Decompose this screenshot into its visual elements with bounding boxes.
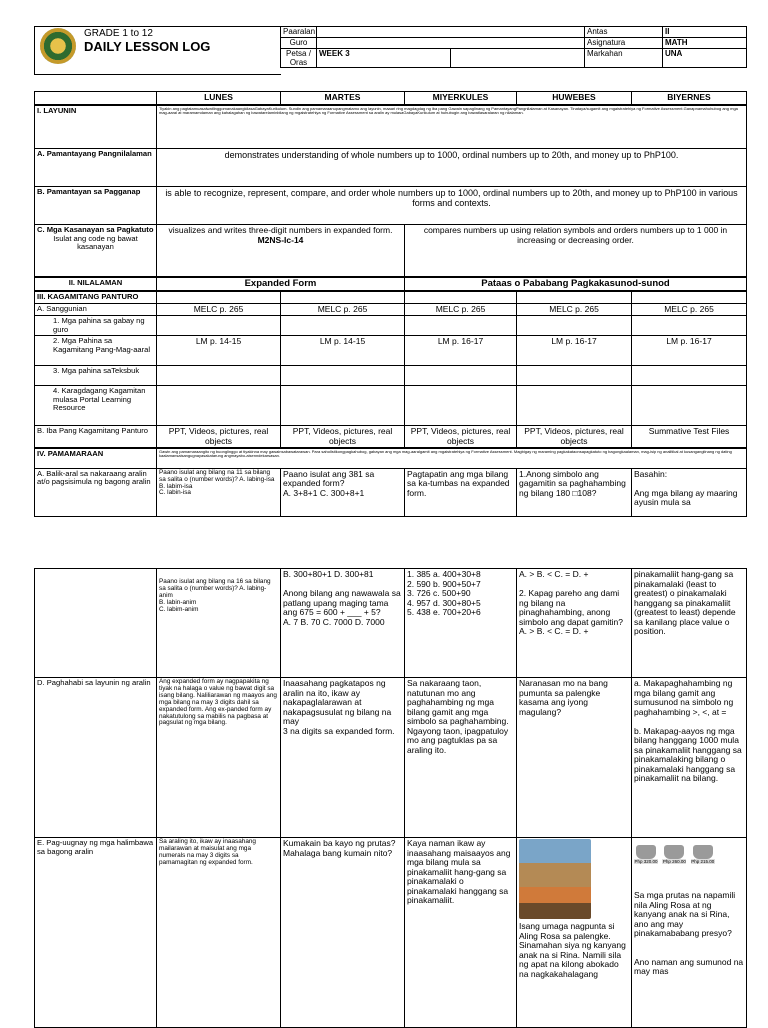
value-asignatura: MATH (663, 38, 747, 49)
pamamaraan-text: Gawin ang pamamaraangito ng buonglinggo at tiyakinna may gawainsabawatarawan. Para sahollstikongpagkahubog, gabayan ang mga mag-aaralgamit ang mgaistratehiya ng Formative Assessment. Magbigay ng maraming pagkakataonsapagkatuto ng bagongkaalaman, mag-isip ng analitikal at kusanganglinang ng dating kaalamansaisangugnayasakatarung angmayabo-aisenndekarsasan. (157, 448, 747, 468)
day-martes: MARTES (281, 92, 405, 105)
day-biyernes: BIYERNES (632, 92, 747, 105)
paghahabi-cell: Ang expanded form ay nagpapakita ng tiyak na halaga o value ng bawat digit sa isang bilang. Naliliarawan ng maayos ang mga bilang na may 3 digits dahil sa expanded form. Ang ex-panded form ay nakatutulong sa mabilis na pagbasa at pagsulat ng mga bilang. (157, 678, 281, 838)
paghahabi-cell: Sa nakaraang taon, natutunan mo ang paghahambing ng mga bilang gamit ang mga simbolo sa paghahambing. Ngayong taon, ipagpatuloy mo ang pagtuklas pa sa araling ito. (405, 678, 517, 838)
melc-cell: MELC p. 265 (157, 303, 281, 316)
price-tag: Php 215.00 (691, 859, 715, 864)
teksbuk-label: 3. Mga pahina saTeksbuk (35, 366, 157, 386)
iba-cell: Summative Test Files (632, 426, 747, 449)
fruit-basket-icon (662, 845, 686, 867)
day-huwebes: HUWEBES (517, 92, 632, 105)
pamantayan-pagganap-label: B. Pamantayan sa Pagganap (35, 187, 157, 225)
fruit-basket-icon (634, 845, 658, 867)
iba-pang-kagamitan-label: B. Iba Pang Kagamitang Panturo (35, 426, 157, 449)
fruit-basket-icon (691, 845, 715, 867)
pamantayang-pangnilalaman-text: demonstrates understanding of whole numbers up to 1000, ordinal numbers up to 20th, and money up to PhP100. (157, 149, 747, 187)
balik-aral-label: A. Balik-aral sa nakaraang aralin at/o pagsisimula ng bagong aralin (35, 468, 157, 516)
nilalaman-row (35, 277, 747, 292)
melc-cell: MELC p. 265 (632, 303, 747, 316)
balik-aral-cell: Basahin: Ang mga bilang ay maaring ayusin mula sa (632, 468, 747, 516)
value-guro[interactable] (317, 38, 585, 49)
pag-uugnay-row (35, 838, 747, 1028)
portal-learning-resource-row (35, 386, 747, 426)
market-scene-image (519, 839, 591, 919)
sanggunian-row (35, 303, 747, 316)
pag-uugnay-cell (517, 838, 632, 1028)
sanggunian-label: A. Sanggunian (35, 303, 157, 316)
value-markahan: UNA (663, 49, 747, 68)
kasanayan-text-2: compares numbers up using relation symbols and orders numbers up to 1 000 in increasing or decreasing order. (405, 225, 747, 277)
day-miyerkules: MIYERKULES (405, 92, 517, 105)
iba-cell: PPT, Videos, pictures, real objects (157, 426, 281, 449)
paghahabi-row (35, 678, 747, 838)
gabay-guro-row (35, 316, 747, 336)
label-petsa: Petsa / Oras (281, 49, 317, 68)
paghahabi-label: D. Paghahabi sa layunin ng aralin (35, 678, 157, 838)
balik-aral-cont-cell: pinakamaliit hang-gang sa pinakamalaki (least to greatest) o pinakamalaki hanggang sa pinakamaliit (greatest to least) depende sa kanilang place value o position. (632, 569, 747, 678)
balik-aral-cell: Pagtapatin ang mga bilang sa ka-tumbas na expanded form. (405, 468, 517, 516)
kagamitan-label: III. KAGAMITANG PANTURO (35, 291, 157, 303)
pag-uugnay-story: Isang umaga nagpunta si Aling Rosa sa palengke. Sinamahan siya ng kanyang anak na si Rina. Namili sila ng apat na kilong abokado na nagkakahalagang (519, 921, 626, 979)
lesson-table-page1 (34, 91, 747, 517)
teksbuk-row (35, 366, 747, 386)
kasanayan-text-1: visualizes and writes three-digit numbers in expanded form. (168, 225, 393, 236)
kasanayan-label-cell (35, 225, 157, 277)
balik-aral-cont-cell: A. > B. < C. = D. + 2. Kapag pareho ang dami ng bilang na pinaghahambing, anong simbolo ang dapat gamitin? A. > B. < C. = D. + (517, 569, 632, 678)
balik-aral-cell: Paano isulat ang 381 sa expanded form? A. 3+8+1 C. 300+8+1 (281, 468, 405, 516)
melc-cell: MELC p. 265 (517, 303, 632, 316)
pamantayang-pangnilalaman-label: A. Pamantayang Pangnilalaman (35, 149, 157, 187)
price-tag: Php 320.00 (634, 859, 658, 864)
price-tag: Php 260.00 (662, 859, 686, 864)
kasanayan-sub: Isulat ang code ng bawat kasanayan (53, 233, 138, 252)
nilalaman-label: II. NILALAMAN (35, 277, 157, 292)
label-antas: Antas (585, 27, 663, 38)
kagamitang-pang-mag-aaral-label: 2. Mga Pahina sa Kagamitang Pang-Mag-aaral (35, 336, 157, 366)
melc-cell: MELC p. 265 (405, 303, 517, 316)
value-week: WEEK 3 (317, 49, 451, 68)
kasanayan-text-1-cell (157, 225, 405, 277)
nilalaman-1: Expanded Form (157, 277, 405, 292)
paghahabi-cell: a. Makapaghahambing ng mga bilang gamit ang sumusunod na simbolo ng paghahambing >, <, at = b. Makapag-aayos ng mga bilang hanggang 1000 mula sa pinakamaliit hanggang sa pinakamalaking bilang o pinakamalaki hanggang sa pinakamaliit na bilang. (632, 678, 747, 838)
lm-cell: LM p. 14-15 (157, 336, 281, 366)
days-row (35, 92, 747, 105)
grade-range: GRADE 1 to 12 (84, 28, 153, 39)
pag-uugnay-cell: Kumakain ba kayo ng prutas? Mahalaga bang kumain nito? (281, 838, 405, 1028)
fruit-baskets-image (634, 845, 744, 867)
pag-uugnay-question: Sa mga prutas na napamili nila Aling Rosa at ng kanyang anak na si Rina, ano ang may pinakamababang presyo? Ano naman ang sumunod na may mas (634, 890, 744, 977)
balik-aral-cell: 1.Anong simbolo ang gagamitin sa paghahambing ng bilang 180 □108? (517, 468, 632, 516)
gabay-guro-label: 1. Mga pahina sa gabay ng guro (35, 316, 157, 336)
iba-cell: PPT, Videos, pictures, real objects (405, 426, 517, 449)
value-paaralan[interactable] (317, 27, 585, 38)
lm-cell: LM p. 16-17 (632, 336, 747, 366)
layunin-row (35, 105, 747, 149)
balik-aral-cont-cell: B. 300+80+1 D. 300+81 Anong bilang ang nawawala sa patlang upang maging tama ang 675 = 600 + ___ + 5? A. 7 B. 70 C. 7000 D. 7000 (281, 569, 405, 678)
paghahabi-cell: Inaasahang pagkatapos ng aralin na ito, ikaw ay nakapaglalarawan at nakapagsusulat ng bilang na may 3 na digits sa expanded form. (281, 678, 405, 838)
balik-aral-continued-row (35, 569, 747, 678)
header-table (34, 26, 747, 75)
pag-uugnay-label: E. Pag-uugnay ng mga halimbawa sa bagong aralin (35, 838, 157, 1028)
document-title: DAILY LESSON LOG (84, 39, 211, 54)
lesson-table-page2 (34, 568, 747, 1028)
label-markahan: Markahan (585, 49, 663, 68)
lm-cell: LM p. 16-17 (405, 336, 517, 366)
iba-pang-kagamitan-row (35, 426, 747, 449)
iba-cell: PPT, Videos, pictures, real objects (517, 426, 632, 449)
label-paaralan: Paaralan (281, 27, 317, 38)
nilalaman-2: Pataas o Pababang Pagkakasunod-sunod (405, 277, 747, 292)
layunin-label: I. LAYUNIN (35, 105, 157, 149)
iba-cell: PPT, Videos, pictures, real objects (281, 426, 405, 449)
portal-learning-resource-label: 4. Karagdagang Kagamitan mulasa Portal Learning Resource (35, 386, 157, 426)
pamamaraan-row (35, 448, 747, 468)
paghahabi-cell: Naranasan mo na bang pumunta sa palengke kasama ang iyong magulang? (517, 678, 632, 838)
lm-cell: LM p. 16-17 (517, 336, 632, 366)
balik-aral-cont-cell: 1. 385 a. 400+30+8 2. 590 b. 900+50+7 3. 726 c. 500+90 4. 957 d. 300+80+5 5. 438 e. 700+20+6 (405, 569, 517, 678)
value-oras[interactable] (451, 49, 585, 68)
balik-aral-cell: Paano isulat ang bilang na 11 sa bilang sa salita o (number words)? A. labing-isa B. labim-isa C. labin-isa (157, 468, 281, 516)
pag-uugnay-cell: Sa araling ito, ikaw ay inaasahang mailarawan at maisulat ang mga numerals na may 3 digits sa pamamagitan ng expanded form. (157, 838, 281, 1028)
pag-uugnay-cell: Kaya naman ikaw ay inaasahang maisaayos ang mga bilang mula sa pinakamaliit hang-gang sa pinakamalaki o pinakamalaki hanggang sa pinakamaliit. (405, 838, 517, 1028)
label-asignatura: Asignatura (585, 38, 663, 49)
melc-cell: MELC p. 265 (281, 303, 405, 316)
pamantayan-pagganap-row (35, 187, 747, 225)
pamantayan-pagganap-text: is able to recognize, represent, compare, and order whole numbers up to 1000, ordinal numbers up to 20th, and money up to PhP100 in various forms and contexts. (157, 187, 747, 225)
kasanayan-label: C. Mga Kasanayan sa Pagkatuto (37, 225, 154, 235)
kagamitan-row (35, 291, 747, 303)
day-lunes: LUNES (157, 92, 281, 105)
kasanayan-row (35, 225, 747, 277)
layunin-text: Tiyakin ang pagtatamuasalwatlinggomanakaangkilasaGabayaKurikulum. Sundin ang pamamaraanupangmatamo ang layunin, maaari ring magdagdag ng iba pang Gawain sapaglinang ng PamantayangPangnilalaman at Kasanayan. Tinataya/sugamit ang mgaistratehiya ng Formative Assessment.Ganapnamahuhubog ang mga mag-aaral at maramamdaman ang kahalagahan ng bawatarelaminbilang ng mgaistratehiya ng Formative Assessment sa aralin ay mulasaGabayaKurikulum at huhubugin ang bawatlasaralaran ng nilalaman. (157, 105, 747, 149)
balik-aral-cont-cell: Paano isulat ang bilang na 16 sa bilang sa salita o (number words)? A. labing-anim B. labin-anim C. labim-anim (157, 569, 281, 678)
value-antas: II (663, 27, 747, 38)
pamantayang-pangnilalaman-row (35, 149, 747, 187)
kasanayan-code: M2NS-Ic-14 (257, 234, 304, 245)
kagamitang-pang-mag-aaral-row (35, 336, 747, 366)
balik-aral-row (35, 468, 747, 516)
lm-cell: LM p. 14-15 (281, 336, 405, 366)
pag-uugnay-cell (632, 838, 747, 1028)
pamamaraan-label: IV. PAMAMARAAN (35, 448, 157, 468)
label-guro: Guro (281, 38, 317, 49)
